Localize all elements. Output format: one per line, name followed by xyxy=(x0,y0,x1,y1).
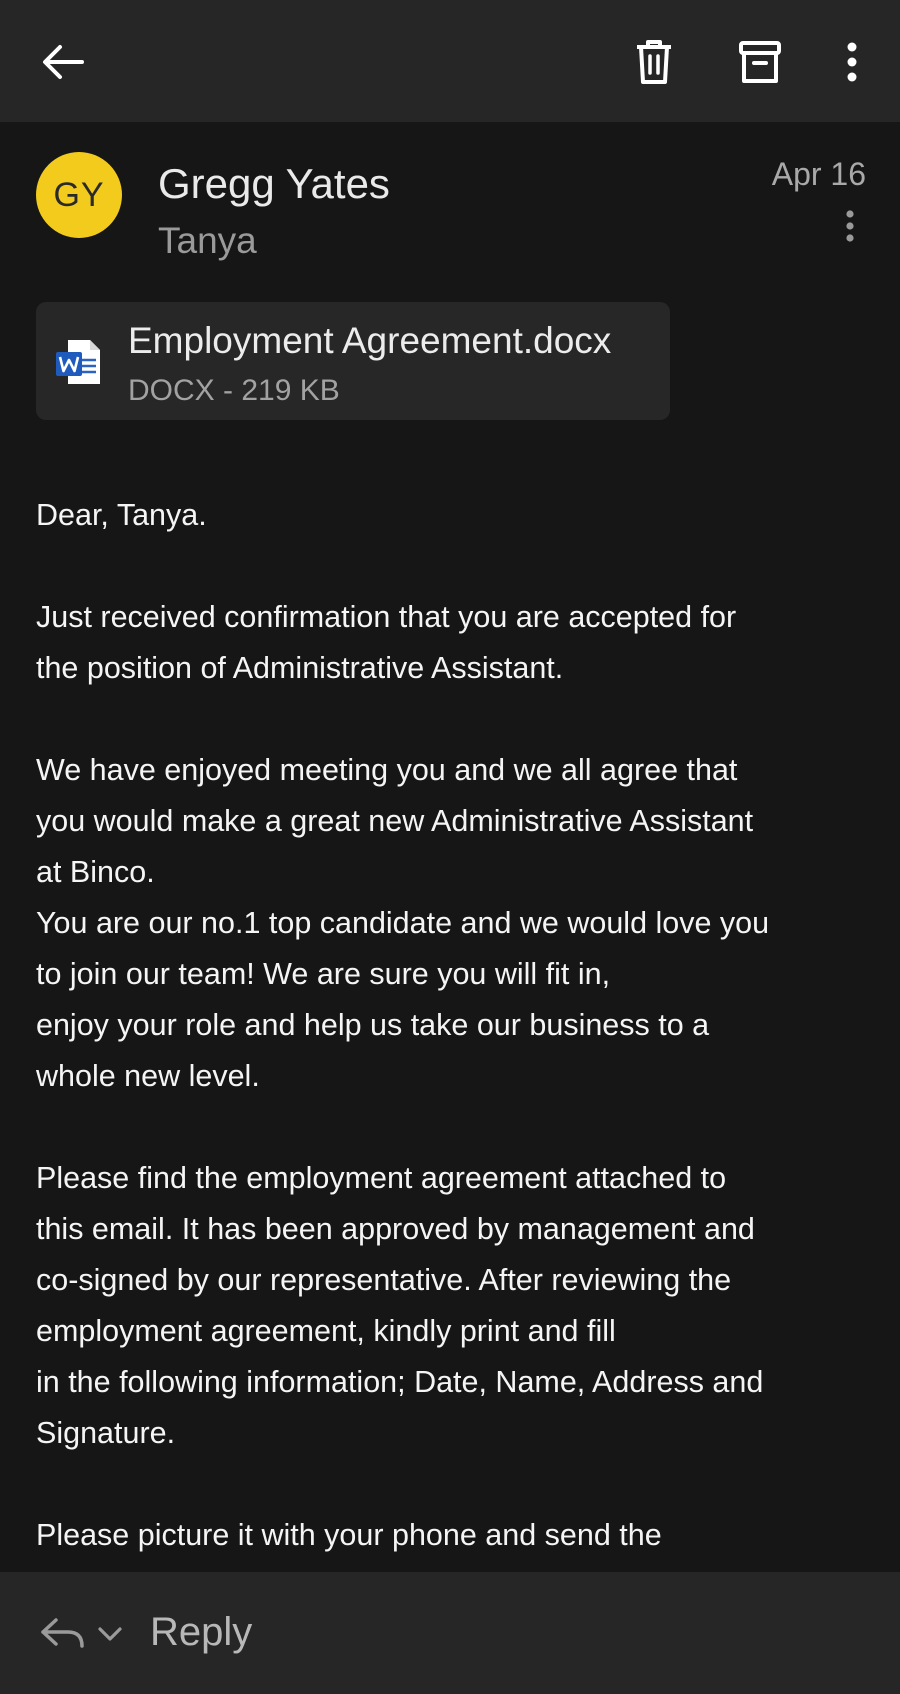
arrow-left-icon xyxy=(40,44,84,80)
body-line: Please find the employment agreement attached to xyxy=(36,1161,727,1195)
body-paragraph-2 xyxy=(36,745,866,1102)
body-line: you would make a great new Administrative Assistant xyxy=(36,804,754,838)
trash-icon xyxy=(634,39,674,85)
delete-button[interactable] xyxy=(622,30,686,94)
reply-bar xyxy=(0,1572,900,1694)
body-line: the position of Administrative Assistant. xyxy=(36,651,564,685)
body-line: employment agreement, kindly print and fill xyxy=(36,1314,616,1348)
body-paragraph-3 xyxy=(36,1153,866,1459)
avatar[interactable]: GY xyxy=(36,152,122,238)
reply-button[interactable]: Reply xyxy=(150,1610,253,1654)
more-vertical-icon xyxy=(846,42,858,82)
archive-icon xyxy=(739,40,781,84)
body-line: in the following information; Date, Name, Address and xyxy=(36,1365,764,1399)
attachment-card[interactable] xyxy=(36,302,670,420)
body-paragraph-1 xyxy=(36,592,866,694)
more-options-button[interactable] xyxy=(832,30,872,94)
body-line: We have enjoyed meeting you and we all agree that xyxy=(36,753,738,787)
chevron-down-icon[interactable] xyxy=(96,1620,124,1648)
body-line: Signature. xyxy=(36,1416,176,1450)
body-line: You are our no.1 top candidate and we would love you xyxy=(36,906,770,940)
email-body xyxy=(36,490,866,1570)
body-line: whole new level. xyxy=(36,1059,260,1093)
attachment-meta: DOCX - 219 KB xyxy=(128,374,340,407)
message-header xyxy=(0,122,900,282)
body-line: Just received confirmation that you are accepted for xyxy=(36,600,737,634)
sender-name[interactable]: Gregg Yates xyxy=(158,160,390,207)
back-button[interactable] xyxy=(30,32,94,92)
message-date: Apr 16 xyxy=(771,156,866,192)
recipient-name[interactable]: Tanya xyxy=(158,220,257,261)
body-line: enjoy your role and help us take our business to a xyxy=(36,1008,710,1042)
body-line: Please picture it with your phone and send the xyxy=(36,1518,662,1552)
body-paragraph-4 xyxy=(36,1510,866,1561)
reply-icon[interactable] xyxy=(38,1614,86,1654)
message-more-button[interactable] xyxy=(836,204,864,252)
body-line: co-signed by our representative. After reviewing the xyxy=(36,1263,732,1297)
body-greeting: Dear, Tanya. xyxy=(36,498,207,532)
body-line: to join our team! We are sure you will fit in, xyxy=(36,957,611,991)
more-vertical-icon xyxy=(836,204,864,252)
archive-button[interactable] xyxy=(728,30,792,94)
word-document-icon xyxy=(54,338,102,386)
top-toolbar xyxy=(0,0,900,122)
attachment-name: Employment Agreement.docx xyxy=(128,320,612,361)
body-line: at Binco. xyxy=(36,855,155,889)
body-line: this email. It has been approved by management and xyxy=(36,1212,755,1246)
